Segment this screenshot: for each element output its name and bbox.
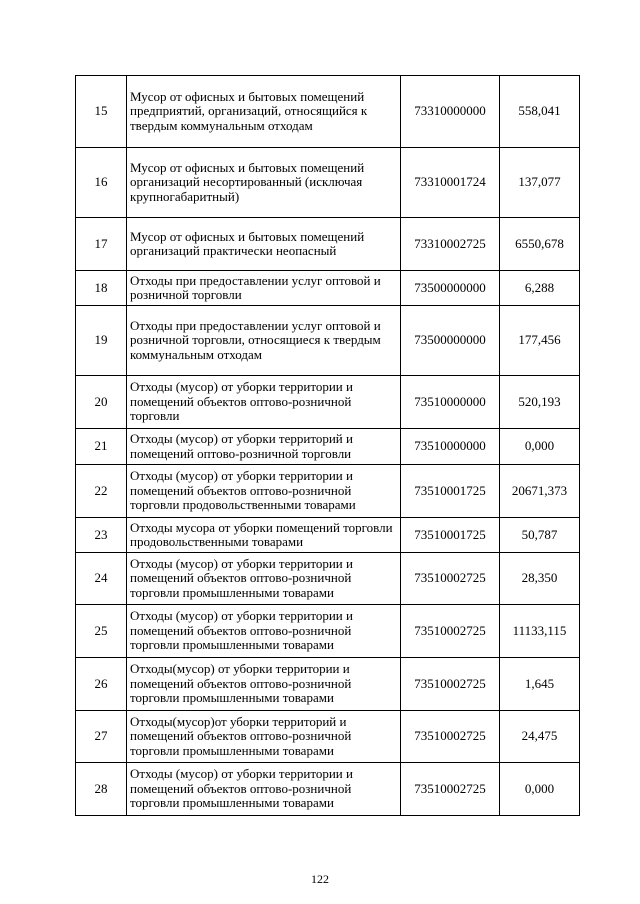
row-number: 25 — [76, 605, 127, 658]
fkko-code: 73510002725 — [401, 711, 500, 763]
waste-mass: 177,456 — [500, 306, 580, 376]
row-number: 16 — [76, 148, 127, 218]
table-row — [76, 76, 580, 148]
fkko-code: 73510002725 — [401, 763, 500, 816]
waste-name: Отходы (мусор) от уборки территории и помещений объектов оптово-розничной торговли — [127, 376, 401, 429]
row-number: 24 — [76, 553, 127, 605]
waste-mass: 1,645 — [500, 658, 580, 711]
waste-mass: 520,193 — [500, 376, 580, 429]
row-number: 28 — [76, 763, 127, 816]
row-number: 22 — [76, 465, 127, 518]
table-row — [76, 429, 580, 465]
table-row — [76, 711, 580, 763]
page-number: 122 — [311, 872, 329, 886]
table-row — [76, 763, 580, 816]
fkko-code: 73510000000 — [401, 429, 500, 465]
waste-mass: 6550,678 — [500, 218, 580, 271]
waste-name: Мусор от офисных и бытовых помещений организаций практически неопасный — [127, 218, 401, 271]
row-number: 20 — [76, 376, 127, 429]
table-row — [76, 605, 580, 658]
table-row — [76, 553, 580, 605]
waste-mass: 24,475 — [500, 711, 580, 763]
table-row — [76, 465, 580, 518]
fkko-code: 73510000000 — [401, 376, 500, 429]
waste-name: Мусор от офисных и бытовых помещений предприятий, организаций, относящийся к твердым коммунальным отходам — [127, 76, 401, 148]
fkko-code: 73310000000 — [401, 76, 500, 148]
fkko-code: 73310001724 — [401, 148, 500, 218]
table-row — [76, 376, 580, 429]
row-number: 18 — [76, 271, 127, 306]
fkko-code: 73500000000 — [401, 306, 500, 376]
waste-name: Отходы (мусор) от уборки территории и помещений объектов оптово-розничной торговли промышленными товарами — [127, 763, 401, 816]
fkko-code: 73510001725 — [401, 518, 500, 553]
waste-mass: 28,350 — [500, 553, 580, 605]
waste-mass: 11133,115 — [500, 605, 580, 658]
waste-mass: 558,041 — [500, 76, 580, 148]
waste-mass: 0,000 — [500, 763, 580, 816]
waste-mass: 20671,373 — [500, 465, 580, 518]
row-number: 27 — [76, 711, 127, 763]
waste-mass: 50,787 — [500, 518, 580, 553]
table-row — [76, 518, 580, 553]
row-number: 19 — [76, 306, 127, 376]
table-row — [76, 306, 580, 376]
row-number: 23 — [76, 518, 127, 553]
row-number: 26 — [76, 658, 127, 711]
waste-name: Отходы (мусор) от уборки территорий и помещений оптово-розничной торговли — [127, 429, 401, 465]
waste-table — [75, 75, 580, 816]
fkko-code: 73510001725 — [401, 465, 500, 518]
waste-name: Отходы при предоставлении услуг оптовой и розничной торговли, относящиеся к твердым коммунальным отходам — [127, 306, 401, 376]
fkko-code: 73500000000 — [401, 271, 500, 306]
fkko-code: 73510002725 — [401, 553, 500, 605]
fkko-code: 73310002725 — [401, 218, 500, 271]
waste-name: Мусор от офисных и бытовых помещений организаций несортированный (исключая крупногабаритный) — [127, 148, 401, 218]
row-number: 21 — [76, 429, 127, 465]
waste-name: Отходы(мусор)от уборки территорий и помещений объектов оптово-розничной торговли промышленными товарами — [127, 711, 401, 763]
table-row — [76, 148, 580, 218]
waste-name: Отходы (мусор) от уборки территории и помещений объектов оптово-розничной торговли продовольственными товарами — [127, 465, 401, 518]
table-row — [76, 658, 580, 711]
waste-mass: 6,288 — [500, 271, 580, 306]
waste-table-body — [76, 76, 580, 816]
waste-name: Отходы(мусор) от уборки территории и помещений объектов оптово-розничной торговли промышленными товарами — [127, 658, 401, 711]
row-number: 17 — [76, 218, 127, 271]
row-number: 15 — [76, 76, 127, 148]
fkko-code: 73510002725 — [401, 658, 500, 711]
waste-name: Отходы (мусор) от уборки территории и помещений объектов оптово-розничной торговли промышленными товарами — [127, 605, 401, 658]
waste-mass: 0,000 — [500, 429, 580, 465]
fkko-code: 73510002725 — [401, 605, 500, 658]
waste-name: Отходы (мусор) от уборки территории и помещений объектов оптово-розничной торговли промышленными товарами — [127, 553, 401, 605]
table-row — [76, 271, 580, 306]
waste-name: Отходы мусора от уборки помещений торговли продовольственными товарами — [127, 518, 401, 553]
waste-mass: 137,077 — [500, 148, 580, 218]
table-row — [76, 218, 580, 271]
waste-name: Отходы при предоставлении услуг оптовой и розничной торговли — [127, 271, 401, 306]
